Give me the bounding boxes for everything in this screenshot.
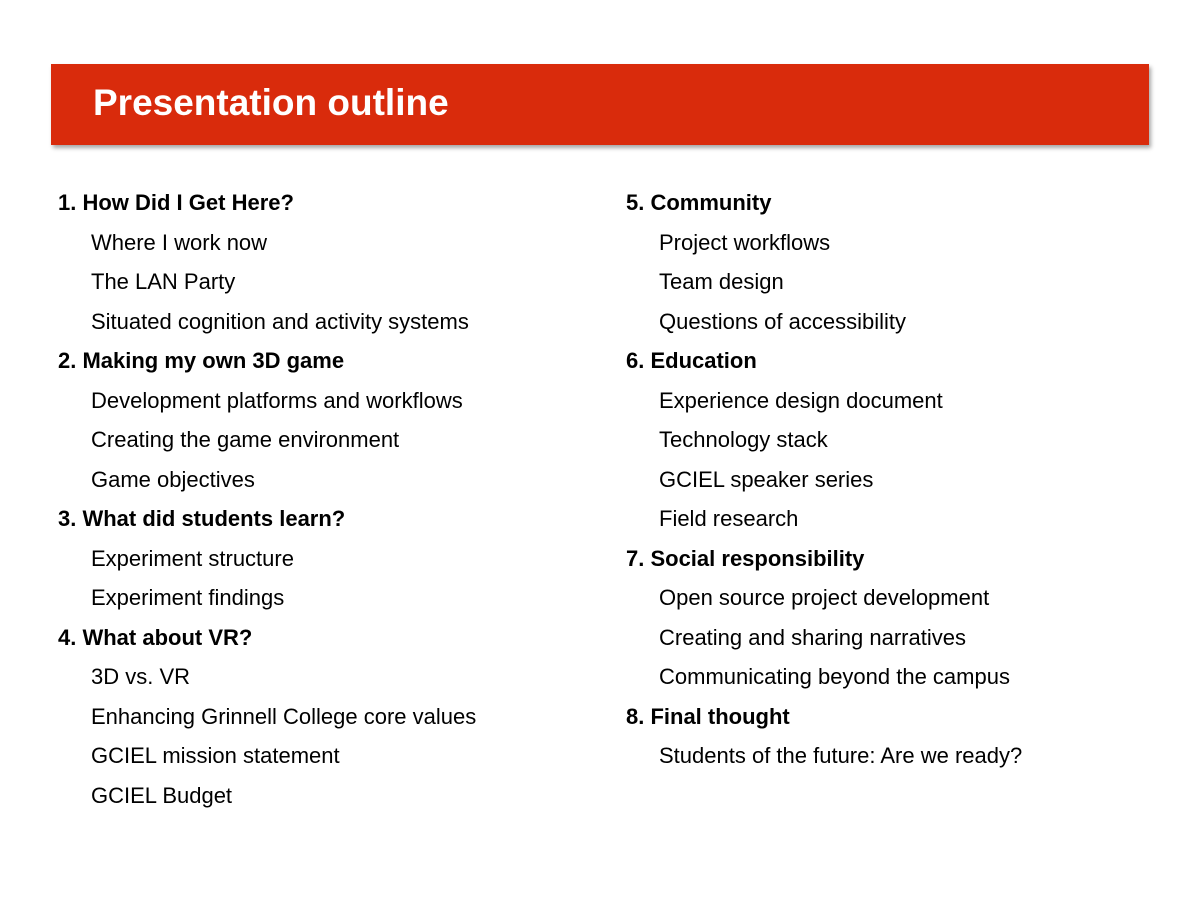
section-item: Development platforms and workflows: [91, 387, 463, 413]
section-item: Team design: [659, 269, 784, 294]
section-item: Situated cognition and activity systems: [91, 308, 469, 334]
section-item: 3D vs. VR: [91, 664, 191, 689]
section-item: Communicating beyond the campus: [659, 664, 1010, 689]
section-item: Experiment structure: [91, 545, 294, 571]
section-item: Enhancing Grinnell College core values: [91, 703, 477, 729]
section-item: Creating and sharing narratives: [659, 624, 966, 650]
section-heading: 5. Community: [626, 190, 772, 215]
outline-column-right: [626, 183, 1166, 776]
section-item: GCIEL speaker series: [659, 466, 874, 492]
title-banner: [51, 64, 1149, 145]
section-item: Students of the future: Are we ready?: [659, 743, 1023, 768]
section-heading: 7. Social responsibility: [626, 545, 865, 571]
section-item: Technology stack: [659, 427, 828, 452]
section-item: Project workflows: [659, 229, 831, 255]
section-item: Open source project development: [659, 585, 990, 610]
section-heading: 6. Education: [626, 348, 757, 373]
section-item: Experiment findings: [91, 585, 285, 610]
section-item: The LAN Party: [91, 269, 236, 294]
section-item: Where I work now: [91, 229, 268, 255]
section-item: Questions of accessibility: [659, 308, 906, 334]
section-item: Experience design document: [659, 387, 943, 413]
outline-column-left: [58, 183, 598, 815]
section-item: Field research: [659, 506, 799, 531]
section-heading: 3. What did students learn?: [58, 506, 346, 531]
section-item: GCIEL Budget: [91, 782, 233, 808]
section-heading: 2. Making my own 3D game: [58, 348, 345, 373]
section-item: GCIEL mission statement: [91, 743, 340, 768]
section-heading: 1. How Did I Get Here?: [58, 190, 294, 215]
slide-title: Presentation outline: [93, 82, 449, 123]
section-heading: 4. What about VR?: [58, 624, 253, 650]
section-item: Creating the game environment: [91, 427, 400, 452]
section-heading: 8. Final thought: [626, 703, 790, 729]
section-item: Game objectives: [91, 466, 255, 492]
